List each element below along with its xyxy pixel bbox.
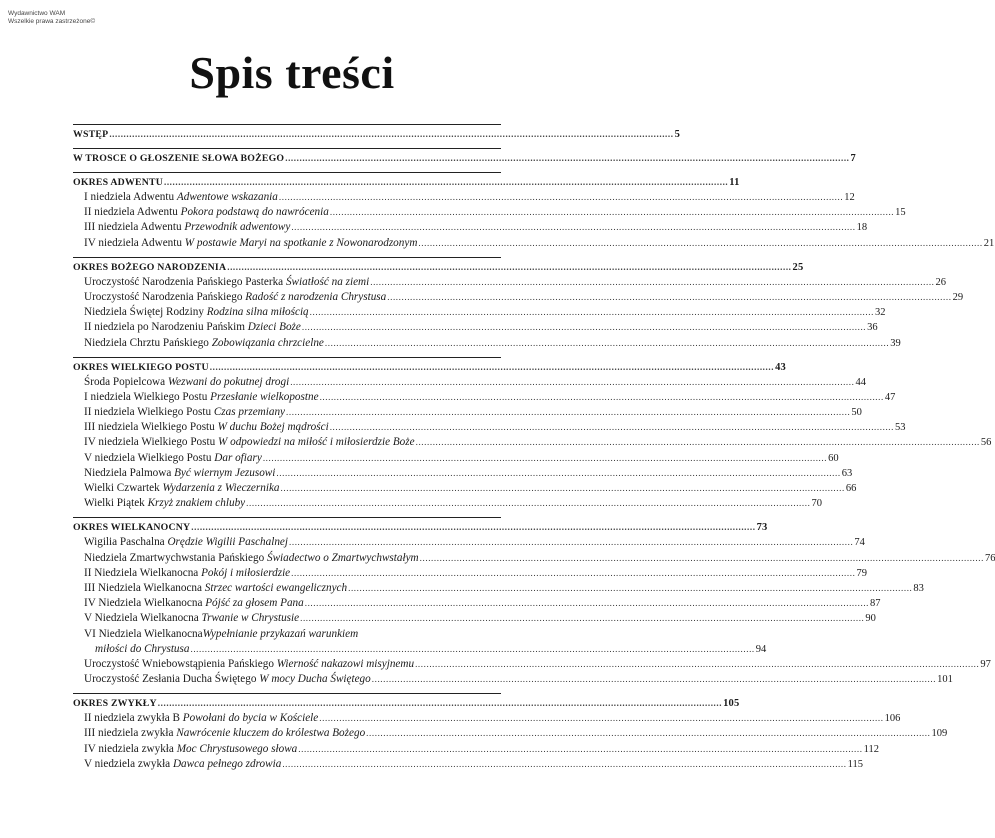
page-number: 101 bbox=[937, 674, 953, 686]
entry-label bbox=[84, 611, 299, 626]
page-number: 97 bbox=[980, 658, 991, 670]
section-heading-text: WSTĘP bbox=[73, 129, 109, 140]
dot-leader bbox=[310, 305, 874, 320]
entry-title: Świadectwo o Zmartwychwstałym bbox=[266, 551, 419, 564]
dot-leader bbox=[210, 360, 774, 375]
entry-label bbox=[84, 320, 301, 335]
toc-section bbox=[73, 357, 992, 518]
toc-entry[interactable] bbox=[73, 205, 906, 220]
page-number: 66 bbox=[845, 483, 857, 494]
section-heading[interactable] bbox=[73, 360, 786, 375]
entry-label bbox=[84, 711, 318, 726]
entry-title: Wezwani do pokutnej drogi bbox=[167, 375, 290, 388]
entry-title: W odpowiedzi na miłość i miłosierdzie Boże bbox=[217, 436, 415, 449]
entry-label bbox=[84, 466, 275, 481]
table-of-contents bbox=[73, 124, 995, 778]
entry-title: Adwentowe wskazania bbox=[176, 191, 278, 203]
entry-occasion: Uroczystość Zesłania Ducha Świętego bbox=[84, 673, 260, 686]
toc-entry[interactable] bbox=[73, 611, 876, 626]
page-number: 21 bbox=[983, 237, 995, 249]
toc-entry[interactable] bbox=[73, 551, 995, 566]
dot-leader bbox=[416, 435, 980, 450]
entry-label bbox=[84, 420, 329, 435]
entry-title: Pokój i miłosierdzie bbox=[201, 566, 291, 579]
toc-entry[interactable] bbox=[73, 566, 867, 581]
entry-occasion: III Niedziela Wielkanocna bbox=[84, 581, 205, 594]
page-number: 53 bbox=[895, 422, 906, 434]
publisher-note bbox=[8, 10, 95, 26]
toc-section bbox=[73, 172, 995, 257]
dot-leader bbox=[348, 581, 912, 596]
toc-entry[interactable] bbox=[73, 420, 906, 435]
toc-entry[interactable] bbox=[73, 496, 822, 511]
page-number: 15 bbox=[895, 207, 906, 219]
entry-title: W duchu Bożej mądrości bbox=[217, 421, 329, 434]
entry-occasion: III niedziela Adwentu bbox=[84, 221, 185, 234]
entry-label bbox=[84, 405, 285, 420]
section-heading[interactable] bbox=[73, 260, 804, 275]
entry-title: Czas przemiany bbox=[213, 406, 286, 419]
entry-occasion: II niedziela zwykła B bbox=[84, 712, 183, 725]
entry-title: Powołani do bycia w Kościele bbox=[182, 712, 319, 725]
entry-label bbox=[84, 551, 419, 566]
toc-entry-continuation[interactable] bbox=[73, 642, 767, 657]
toc-entry[interactable] bbox=[73, 451, 839, 466]
page-number: 11 bbox=[729, 177, 740, 188]
entry-title: W postawie Maryi na spotkanie z Nowonarodzonym bbox=[184, 236, 418, 249]
section-heading-text: OKRES BOŻEGO NARODZENIA bbox=[73, 261, 227, 273]
toc-entry[interactable] bbox=[73, 190, 855, 205]
dot-leader bbox=[330, 205, 894, 220]
dot-leader bbox=[109, 127, 673, 142]
toc-entry[interactable] bbox=[73, 657, 991, 672]
page-number: 18 bbox=[856, 222, 868, 234]
entry-occasion: V niedziela zwykła bbox=[84, 757, 173, 770]
entry-label bbox=[84, 290, 386, 305]
toc-entry[interactable] bbox=[73, 375, 866, 390]
page-number: 56 bbox=[980, 437, 992, 449]
entry-occasion: Środa Popielcowa bbox=[84, 375, 168, 388]
toc-entry[interactable] bbox=[73, 672, 953, 687]
dot-leader bbox=[372, 672, 936, 687]
publisher-name: Wydawnictwo WAM bbox=[8, 10, 66, 17]
entry-occasion: Wigilia Paschalna bbox=[84, 536, 168, 549]
page-number: 29 bbox=[952, 291, 964, 303]
entry-label bbox=[84, 742, 297, 757]
entry-occasion: Wielki Czwartek bbox=[84, 482, 163, 494]
entry-title: Strzec wartości ewangelicznych bbox=[204, 581, 348, 594]
entry-label bbox=[84, 305, 309, 320]
section-heading[interactable] bbox=[73, 127, 681, 142]
entry-occasion: III niedziela Wielkiego Postu bbox=[84, 421, 218, 434]
toc-entry[interactable] bbox=[73, 535, 865, 550]
entry-title: Wydarzenia z Wieczernika bbox=[162, 482, 280, 494]
page-number: 73 bbox=[756, 522, 768, 534]
entry-title: Dar ofiary bbox=[214, 451, 262, 464]
page-number: 44 bbox=[855, 376, 866, 388]
dot-leader bbox=[285, 151, 849, 166]
dot-leader bbox=[366, 726, 930, 741]
entry-occasion: V niedziela Wielkiego Postu bbox=[84, 451, 215, 464]
dot-leader bbox=[418, 236, 982, 251]
entry-label bbox=[84, 481, 280, 496]
toc-entry[interactable] bbox=[73, 757, 863, 772]
entry-title: Wypełnianie przykazań warunkiem bbox=[202, 627, 359, 640]
entry-title: W mocy Ducha Świętego bbox=[259, 673, 371, 686]
toc-entry[interactable] bbox=[73, 481, 857, 496]
toc-entry[interactable] bbox=[73, 581, 924, 596]
entry-label bbox=[84, 726, 365, 741]
page-number: 83 bbox=[913, 582, 924, 594]
toc-entry[interactable] bbox=[73, 336, 901, 351]
section-heading[interactable] bbox=[73, 696, 740, 711]
dot-leader bbox=[320, 390, 884, 405]
page-number: 94 bbox=[755, 643, 767, 655]
page-number: 63 bbox=[841, 467, 853, 479]
toc-entry[interactable] bbox=[73, 711, 901, 726]
dot-leader bbox=[290, 375, 854, 390]
entry-label bbox=[84, 390, 319, 405]
toc-entry[interactable] bbox=[73, 742, 879, 757]
toc-entry[interactable] bbox=[73, 236, 995, 251]
entry-label bbox=[84, 275, 369, 290]
entry-occasion: Niedziela Chrztu Pańskiego bbox=[84, 336, 212, 349]
dot-leader bbox=[302, 320, 866, 335]
entry-label bbox=[84, 672, 371, 687]
entry-occasion: Uroczystość Narodzenia Pańskiego Pasterka bbox=[84, 275, 286, 288]
dot-leader bbox=[415, 657, 979, 672]
toc-entry[interactable] bbox=[73, 405, 862, 420]
toc-entry[interactable] bbox=[73, 275, 947, 290]
entry-title: Zobowiązania chrzcielne bbox=[211, 336, 324, 349]
section-heading-text: OKRES ZWYKŁY bbox=[73, 698, 157, 710]
page-number: 50 bbox=[851, 407, 862, 419]
entry-occasion: Niedziela Świętej Rodziny bbox=[84, 306, 207, 319]
page-number: 25 bbox=[792, 261, 804, 273]
section-spacer bbox=[73, 772, 501, 778]
toc-entry[interactable] bbox=[73, 220, 868, 235]
entry-label bbox=[84, 451, 262, 466]
dot-leader bbox=[276, 466, 840, 481]
section-heading[interactable] bbox=[73, 151, 856, 166]
entry-title: Pokora podstawą do nawrócenia bbox=[180, 206, 329, 219]
page-number: 74 bbox=[854, 537, 865, 549]
entry-title: Być wiernym Jezusowi bbox=[174, 466, 276, 479]
dot-leader bbox=[281, 481, 845, 496]
dot-leader bbox=[370, 275, 934, 290]
entry-occasion: I niedziela Wielkiego Postu bbox=[84, 390, 211, 403]
entry-title-continuation: miłości do Chrystusa bbox=[95, 642, 190, 655]
entry-title: Nawrócenie kluczem do królestwa Bożego bbox=[176, 727, 366, 740]
dot-leader bbox=[158, 696, 722, 711]
dot-leader bbox=[286, 405, 850, 420]
toc-entry[interactable] bbox=[73, 390, 896, 405]
entry-occasion: Niedziela Zmartwychwstania Pańskiego bbox=[84, 551, 267, 564]
entry-occasion: Wielki Piątek bbox=[84, 497, 148, 510]
entry-title: Moc Chrystusowego słowa bbox=[176, 742, 298, 755]
entry-occasion: I niedziela Adwentu bbox=[84, 191, 177, 203]
entry-occasion: V Niedziela Wielkanocna bbox=[84, 612, 202, 625]
entry-label bbox=[84, 190, 278, 205]
entry-title: Dzieci Boże bbox=[247, 321, 301, 334]
entry-title: Orędzie Wigilii Paschalnej bbox=[167, 536, 288, 549]
entry-label bbox=[84, 757, 281, 772]
section-heading[interactable] bbox=[73, 520, 768, 535]
entry-label bbox=[84, 581, 347, 596]
dot-leader bbox=[227, 260, 791, 275]
toc-section bbox=[73, 148, 856, 172]
toc-section bbox=[73, 517, 995, 693]
entry-occasion: II niedziela Adwentu bbox=[84, 206, 181, 219]
entry-label bbox=[84, 336, 324, 351]
entry-label bbox=[84, 236, 417, 251]
dot-leader bbox=[289, 535, 853, 550]
entry-occasion: IV niedziela zwykła bbox=[84, 742, 177, 755]
page-number: 70 bbox=[811, 498, 822, 510]
dot-leader bbox=[300, 611, 864, 626]
entry-occasion: II niedziela Wielkiego Postu bbox=[84, 406, 214, 419]
toc-section bbox=[73, 124, 681, 148]
page-number: 105 bbox=[723, 698, 740, 710]
dot-leader bbox=[279, 190, 843, 205]
toc-entry[interactable] bbox=[73, 627, 501, 642]
page-number: 60 bbox=[828, 452, 839, 464]
dot-leader bbox=[420, 551, 984, 566]
entry-title: Krzyż znakiem chluby bbox=[147, 497, 246, 510]
dot-leader bbox=[190, 642, 754, 657]
section-heading-text: OKRES WIELKIEGO POSTU bbox=[73, 361, 209, 373]
page-number: 5 bbox=[674, 129, 681, 140]
entry-label bbox=[84, 435, 415, 450]
entry-occasion: II niedziela po Narodzeniu Pańskim bbox=[84, 321, 248, 334]
entry-label bbox=[84, 535, 288, 550]
entry-occasion: Uroczystość Wniebowstąpienia Pańskiego bbox=[84, 657, 277, 670]
section-heading-text: OKRES WIELKANOCNY bbox=[73, 522, 191, 534]
dot-leader bbox=[330, 420, 894, 435]
page-number: 90 bbox=[865, 613, 876, 625]
dot-leader bbox=[291, 566, 855, 581]
entry-title: Trwanie w Chrystusie bbox=[201, 612, 300, 625]
page-number: 39 bbox=[890, 337, 901, 349]
page-number: 47 bbox=[884, 391, 896, 403]
entry-title: Dawca pełnego zdrowia bbox=[172, 757, 282, 770]
dot-leader bbox=[298, 742, 862, 757]
entry-title: Rodzina silna miłością bbox=[206, 306, 309, 319]
entry-occasion: IV niedziela Adwentu bbox=[84, 236, 185, 249]
entry-label bbox=[84, 657, 414, 672]
page-number: 12 bbox=[844, 192, 855, 203]
entry-title: Przewodnik adwentowy bbox=[184, 221, 291, 234]
entry-label bbox=[84, 496, 245, 511]
toc-entry[interactable] bbox=[73, 596, 881, 611]
page-number: 79 bbox=[856, 567, 867, 579]
entry-occasion: IV Niedziela Wielkanocna bbox=[84, 597, 206, 610]
dot-leader bbox=[191, 520, 755, 535]
dot-leader bbox=[387, 290, 951, 305]
entry-title: Wierność nakazowi misyjnemu bbox=[276, 657, 415, 670]
entry-label bbox=[84, 220, 290, 235]
section-heading-text: OKRES ADWENTU bbox=[73, 177, 163, 188]
toc-entry[interactable] bbox=[73, 290, 964, 305]
dot-leader bbox=[282, 757, 846, 772]
toc-section bbox=[73, 693, 948, 778]
toc-entry[interactable] bbox=[73, 726, 948, 741]
section-heading[interactable] bbox=[73, 175, 740, 190]
entry-title: Światłość na ziemi bbox=[285, 275, 370, 288]
entry-label bbox=[84, 566, 290, 581]
page-number: 7 bbox=[850, 153, 856, 164]
section-heading-text: W TROSCE O GŁOSZENIE SŁOWA BOŻEGO bbox=[73, 153, 285, 164]
toc-entry[interactable] bbox=[73, 305, 886, 320]
page-title: Spis treści bbox=[189, 47, 395, 98]
entry-title: Radość z narodzenia Chrystusa bbox=[245, 290, 387, 303]
entry-occasion: Uroczystość Narodzenia Pańskiego bbox=[84, 290, 246, 303]
entry-occasion: III niedziela zwykła bbox=[84, 727, 177, 740]
page-number: 32 bbox=[874, 307, 886, 319]
page-number: 26 bbox=[935, 276, 947, 288]
entry-occasion: II Niedziela Wielkanocna bbox=[84, 566, 202, 579]
dot-leader bbox=[263, 451, 827, 466]
page-number: 112 bbox=[863, 743, 879, 755]
entry-occasion: Niedziela Palmowa bbox=[84, 466, 175, 479]
dot-leader bbox=[164, 175, 728, 190]
dot-leader bbox=[305, 596, 869, 611]
page-number: 109 bbox=[931, 728, 948, 740]
entry-occasion: VI Niedziela Wielkanocna bbox=[84, 627, 203, 640]
page-number: 76 bbox=[984, 552, 995, 564]
toc-entry[interactable] bbox=[73, 320, 878, 335]
page-number: 115 bbox=[847, 758, 863, 770]
page-number: 106 bbox=[884, 713, 901, 725]
dot-leader bbox=[325, 336, 889, 351]
copyright-note: Wszelkie prawa zastrzeżone© bbox=[8, 18, 96, 25]
page-number: 43 bbox=[775, 361, 786, 373]
entry-label bbox=[84, 596, 304, 611]
page-number: 87 bbox=[870, 598, 881, 610]
entry-label bbox=[84, 205, 329, 220]
dot-leader bbox=[246, 496, 810, 511]
entry-title: Przesłanie wielkopostne bbox=[210, 390, 319, 403]
toc-entry[interactable] bbox=[73, 466, 853, 481]
toc-entry[interactable] bbox=[73, 435, 992, 450]
entry-title: Pójść za głosem Pana bbox=[205, 597, 304, 610]
dot-leader bbox=[291, 220, 855, 235]
toc-section bbox=[73, 257, 964, 357]
dot-leader bbox=[319, 711, 883, 726]
entry-label bbox=[84, 375, 289, 390]
page-number: 36 bbox=[867, 322, 878, 334]
entry-occasion: IV niedziela Wielkiego Postu bbox=[84, 436, 218, 449]
